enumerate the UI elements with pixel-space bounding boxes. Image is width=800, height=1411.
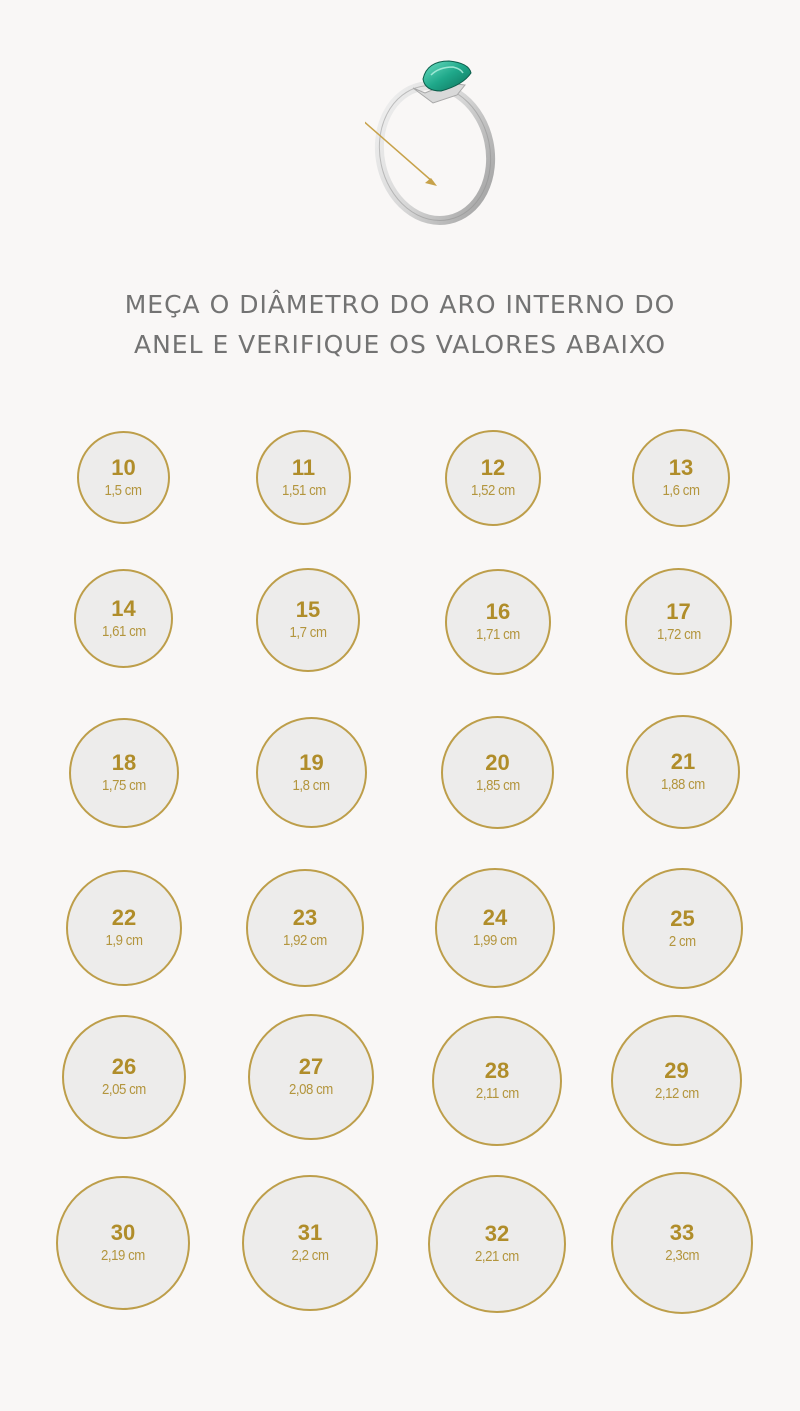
size-circle-23: [246, 869, 364, 987]
size-diameter: 2,08 cm: [289, 1081, 333, 1098]
size-circle-22: [66, 870, 182, 986]
size-circle-25: [622, 868, 743, 989]
size-diameter: 1,61 cm: [101, 622, 146, 640]
size-diameter: 1,92 cm: [283, 932, 327, 949]
size-circle-24: [435, 868, 555, 988]
size-circle-28: [432, 1016, 562, 1146]
size-diameter: 1,9 cm: [105, 932, 143, 949]
size-diameter: 2,19 cm: [101, 1247, 145, 1264]
size-number: 16: [485, 599, 511, 624]
size-number: 27: [298, 1054, 324, 1079]
size-diameter: 2,11 cm: [475, 1085, 519, 1102]
size-circle-14: [74, 569, 173, 668]
size-diameter: 2,2 cm: [291, 1247, 329, 1264]
size-circle-10: [77, 431, 170, 524]
size-number: 28: [484, 1058, 510, 1083]
size-diameter: 1,99 cm: [473, 932, 517, 949]
size-number: 18: [111, 750, 137, 775]
size-circle-31: [242, 1175, 378, 1311]
size-circle-16: [445, 569, 551, 675]
size-diameter: 2,3cm: [665, 1247, 699, 1264]
size-number: 30: [110, 1220, 136, 1245]
size-number: 13: [668, 455, 694, 480]
size-number: 12: [480, 455, 506, 480]
size-circle-15: [256, 568, 360, 672]
ring-with-green-gem-icon: [365, 55, 515, 235]
heading-line-1: MEÇA O DIÂMETRO DO ARO INTERNO DO: [124, 290, 676, 319]
size-number: 31: [297, 1220, 323, 1245]
size-diameter: 2,21 cm: [475, 1248, 519, 1265]
size-circle-13: [632, 429, 730, 527]
size-circle-18: [69, 718, 179, 828]
size-number: 32: [484, 1221, 510, 1246]
size-circle-12: [445, 430, 541, 526]
heading-line-2: ANEL E VERIFIQUE OS VALORES ABAIXO: [133, 330, 667, 359]
size-number: 26: [111, 1054, 137, 1079]
size-number: 10: [111, 454, 136, 480]
size-diameter: 1,5 cm: [105, 481, 142, 499]
size-number: 14: [111, 595, 136, 621]
size-diameter: 2 cm: [669, 932, 696, 950]
size-number: 19: [299, 749, 324, 775]
size-circle-29: [611, 1015, 742, 1146]
size-circle-17: [625, 568, 732, 675]
size-number: 23: [292, 905, 318, 930]
size-number: 17: [666, 598, 691, 624]
size-circle-33: [611, 1172, 753, 1314]
size-circle-20: [441, 716, 554, 829]
size-number: 15: [295, 597, 321, 622]
size-diameter: 1,72 cm: [656, 625, 701, 643]
instruction-heading: [0, 285, 800, 365]
size-number: 29: [664, 1057, 689, 1083]
size-circle-11: [256, 430, 351, 525]
size-number: 22: [111, 905, 137, 930]
size-diameter: 1,6 cm: [662, 482, 700, 499]
size-number: 20: [485, 749, 510, 775]
size-diameter: 2,05 cm: [102, 1081, 146, 1098]
size-circle-19: [256, 717, 367, 828]
size-diameter: 1,52 cm: [471, 482, 515, 499]
size-number: 24: [482, 905, 508, 930]
size-diameter: 2,12 cm: [654, 1084, 699, 1102]
size-diameter: 1,7 cm: [289, 624, 327, 641]
size-diameter: 1,88 cm: [661, 776, 705, 793]
size-diameter: 1,75 cm: [102, 777, 146, 794]
size-number: 21: [670, 749, 696, 774]
size-diameter: 1,71 cm: [476, 626, 520, 643]
size-circle-21: [626, 715, 740, 829]
size-diameter: 1,8 cm: [293, 776, 330, 794]
size-circle-26: [62, 1015, 186, 1139]
size-number: 25: [670, 905, 695, 931]
size-number: 11: [291, 454, 316, 480]
size-number: 33: [669, 1220, 695, 1245]
size-diameter: 1,85 cm: [475, 776, 520, 794]
size-diameter: 1,51 cm: [281, 481, 326, 499]
size-circle-30: [56, 1176, 190, 1310]
size-circle-32: [428, 1175, 566, 1313]
size-circle-27: [248, 1014, 374, 1140]
